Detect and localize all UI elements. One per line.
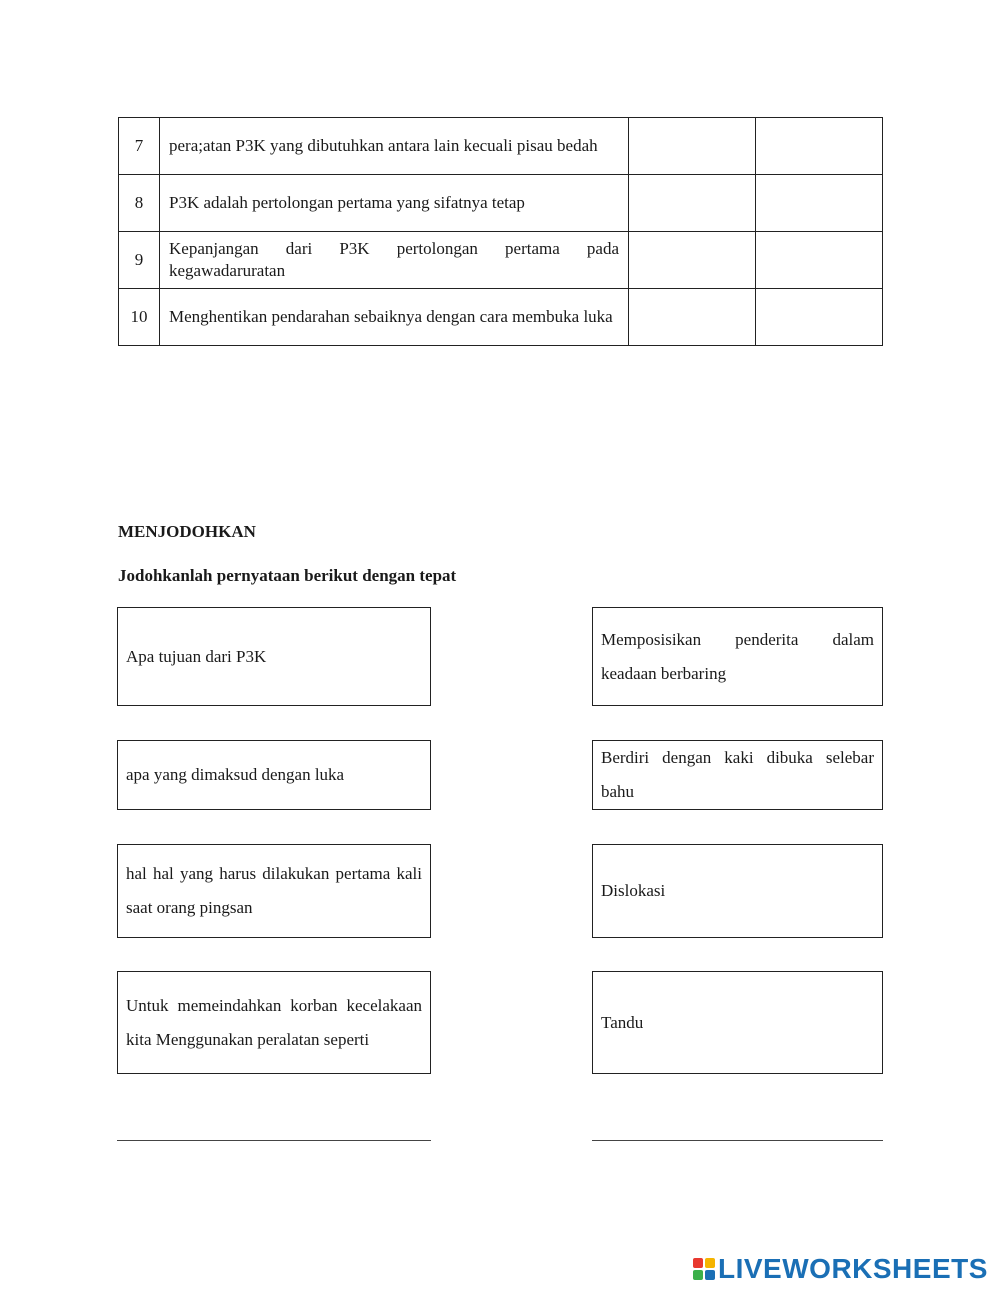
table-row — [119, 175, 883, 232]
row-number: 8 — [119, 175, 160, 232]
true-false-table — [118, 117, 883, 346]
row-statement: pera;atan P3K yang dibutuhkan antara lain kecuali pisau bedah — [160, 118, 629, 175]
section-title: MENJODOHKAN — [118, 522, 256, 541]
section-instruction: Jodohkanlah pernyataan berikut dengan tepat — [118, 566, 457, 585]
table-row — [119, 289, 883, 346]
row-statement: Kepanjangan dari P3K pertolongan pertama pada kegawadaruratan — [160, 232, 629, 289]
row-number: 9 — [119, 232, 160, 289]
match-right-item-3[interactable] — [592, 844, 883, 938]
answer-input-true[interactable] — [629, 176, 755, 231]
match-right-text: Memposisikan penderita dalam keadaan berbaring — [601, 629, 874, 683]
answer-input-true[interactable] — [629, 290, 755, 345]
row-statement: P3K adalah pertolongan pertama yang sifatnya tetap — [160, 175, 629, 232]
logo-square-yellow — [705, 1258, 715, 1268]
match-left-text: hal hal yang harus dilakukan pertama kali saat orang pingsan — [126, 864, 422, 917]
row-number: 7 — [119, 118, 160, 175]
table-row — [119, 118, 883, 175]
match-left-item-1[interactable] — [117, 607, 431, 706]
match-right-item-4[interactable] — [592, 971, 883, 1074]
answer-cell-true[interactable] — [629, 232, 756, 289]
answer-input-false[interactable] — [756, 119, 882, 174]
answer-input-true[interactable] — [629, 119, 755, 174]
match-left-item-2[interactable] — [117, 740, 431, 810]
logo-square-red — [693, 1258, 703, 1268]
table-row — [119, 232, 883, 289]
match-right-item-1[interactable] — [592, 607, 883, 706]
answer-input-true[interactable] — [629, 233, 755, 288]
match-left-text: apa yang dimaksud dengan luka — [126, 765, 345, 784]
match-right-item-2[interactable] — [592, 740, 883, 810]
answer-cell-false[interactable] — [756, 232, 883, 289]
match-right-text: Berdiri dengan kaki dibuka selebar bahu — [601, 748, 874, 801]
answer-input-false[interactable] — [756, 233, 882, 288]
divider-line-right — [592, 1140, 883, 1141]
liveworksheets-logo — [692, 1255, 988, 1283]
match-left-text: Apa tujuan dari P3K — [126, 646, 267, 666]
match-right-text: Dislokasi — [601, 881, 666, 900]
answer-cell-true[interactable] — [629, 175, 756, 232]
match-left-item-3[interactable] — [117, 844, 431, 938]
logo-text: LIVEWORKSHEETS — [718, 1253, 988, 1284]
answer-input-false[interactable] — [756, 176, 882, 231]
logo-square-green — [693, 1270, 703, 1280]
match-left-item-4[interactable] — [117, 971, 431, 1074]
answer-cell-false[interactable] — [756, 175, 883, 232]
divider-line-left — [117, 1140, 431, 1141]
answer-cell-false[interactable] — [756, 289, 883, 346]
logo-mark-icon — [692, 1257, 716, 1281]
logo-square-blue — [705, 1270, 715, 1280]
answer-cell-false[interactable] — [756, 118, 883, 175]
answer-cell-true[interactable] — [629, 289, 756, 346]
match-left-text: Untuk memeindahkan korban kecelakaan kita Menggunakan peralatan seperti — [126, 995, 422, 1049]
match-right-text: Tandu — [601, 1012, 644, 1032]
answer-input-false[interactable] — [756, 290, 882, 345]
row-number: 10 — [119, 289, 160, 346]
answer-cell-true[interactable] — [629, 118, 756, 175]
row-statement: Menghentikan pendarahan sebaiknya dengan cara membuka luka — [160, 289, 629, 346]
